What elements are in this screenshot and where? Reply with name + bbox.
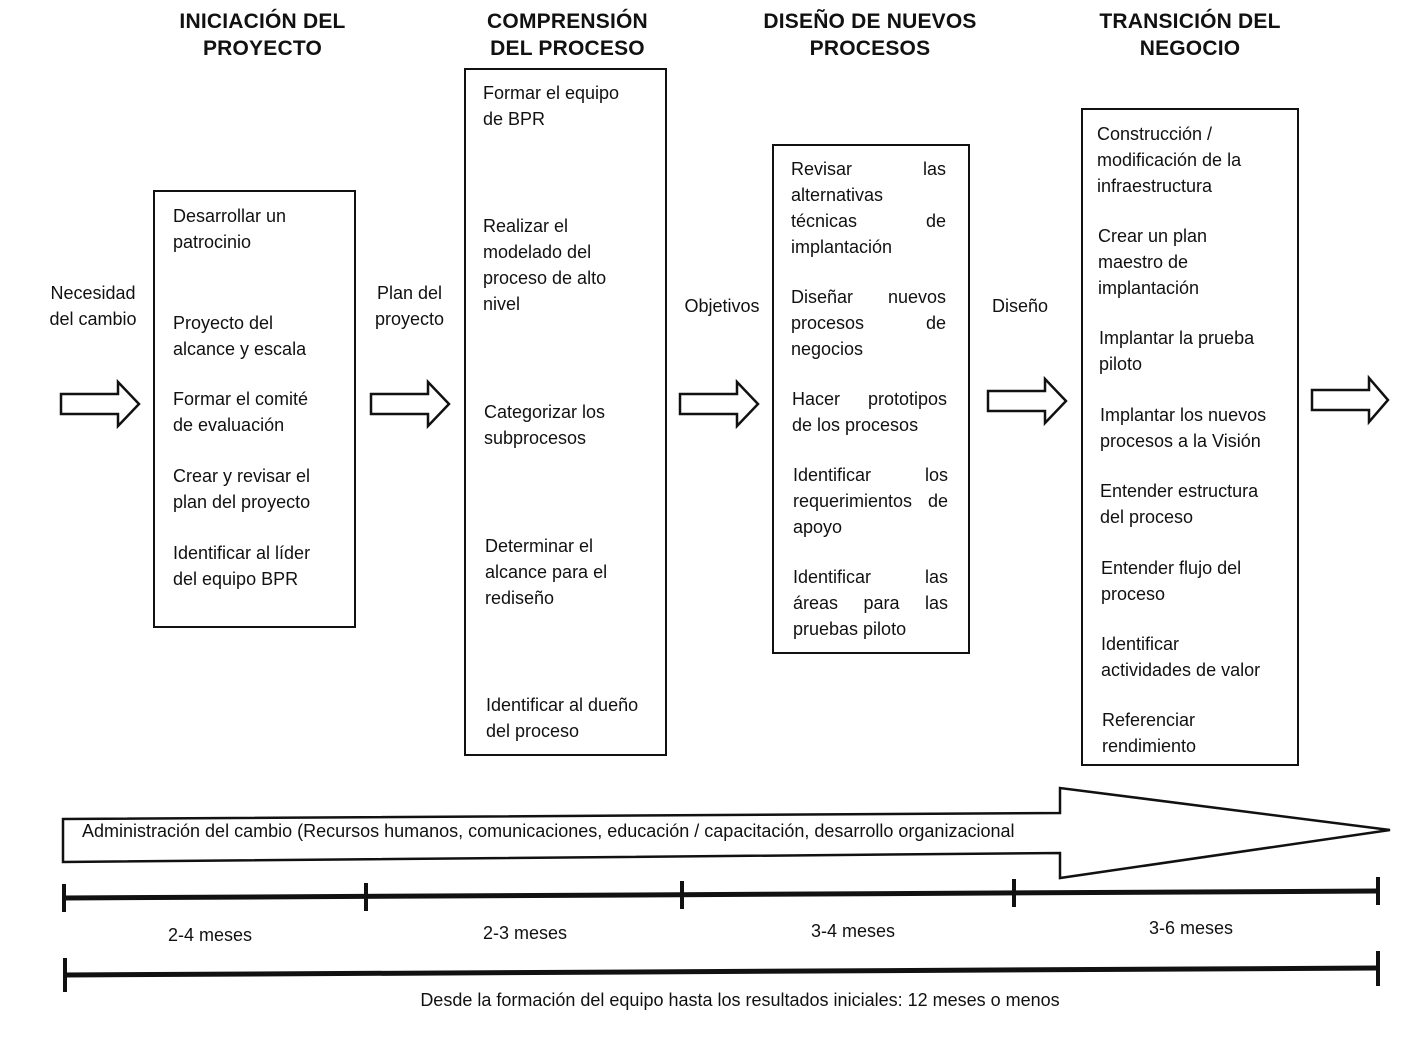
flow-arrow-1 [61, 382, 139, 426]
phase-title-comprension: COMPRENSIÓN DEL PROCESO [487, 10, 648, 60]
diseno-item-last: apoyo [793, 517, 843, 537]
phase-title-transicion: TRANSICIÓN DEL NEGOCIO [1099, 10, 1281, 60]
iniciacion-item: Crear y revisar el plan del proyecto [173, 466, 311, 512]
transicion-item: Entender estructura del proceso [1100, 481, 1259, 527]
transicion-item: Identificar actividades de valor [1101, 634, 1261, 680]
flow-arrow-3 [680, 382, 758, 426]
diseno-item-lead: Hacer prototipos [792, 389, 947, 409]
transicion-item: Crear un plan maestro de implantación [1098, 226, 1208, 298]
iniciacion-item: Formar el comité de evaluación [173, 389, 309, 435]
comprension-item: Identificar al dueño del proceso [486, 695, 639, 741]
transicion-item: Construcción / modificación de la infraestructura [1097, 124, 1242, 196]
phase-title-diseno: DISEÑO DE NUEVOS PROCESOS [763, 10, 977, 60]
total-timeline-line [65, 968, 1378, 975]
transicion-item: Implantar la prueba piloto [1099, 328, 1255, 374]
transicion-item: Entender flujo del proceso [1101, 558, 1242, 604]
duration-label: 3-6 meses [1148, 918, 1234, 938]
comprension-item: Categorizar los subprocesos [484, 402, 606, 448]
duration-label: 3-4 meses [810, 921, 896, 941]
input-label-plan: Plan del proyecto [374, 283, 445, 329]
change-management-label: Administración del cambio (Recursos humanos, comunicaciones, educación / capacitación, desarrollo organizacional [82, 821, 1015, 841]
input-label-objetivos: Objetivos [684, 296, 760, 316]
comprension-item: Formar el equipo de BPR [483, 83, 620, 129]
phase-title-iniciacion: INICIACIÓN DEL PROYECTO [179, 10, 346, 60]
diseno-item-last: pruebas piloto [793, 619, 907, 639]
comprension-item: Realizar el modelado del proceso de alto nivel [483, 216, 607, 314]
diseno-item-lead: Revisar las alternativas técnicas de [791, 159, 946, 231]
comprension-item: Determinar el alcance para el rediseño [485, 536, 608, 608]
diseno-item-lead: Diseñar nuevos procesos de [791, 287, 946, 333]
duration-timeline-line [64, 891, 1378, 898]
flow-arrow-4 [988, 379, 1066, 423]
flow-arrow-5 [1312, 378, 1388, 422]
diseno-item-last: negocios [791, 339, 864, 359]
iniciacion-item: Proyecto del alcance y escala [173, 313, 307, 359]
diseno-item-lead: Identificar los requerimientos de [793, 465, 948, 511]
total-duration-label: Desde la formación del equipo hasta los resultados iniciales: 12 meses o menos [420, 990, 1060, 1010]
transicion-item: Referenciar rendimiento [1102, 710, 1197, 756]
transicion-item: Implantar los nuevos procesos a la Visión [1100, 405, 1267, 451]
diseno-item-last: implantación [791, 237, 893, 257]
diseno-item-last: de los procesos [792, 415, 919, 435]
input-label-diseno: Diseño [991, 296, 1049, 316]
flow-arrow-2 [371, 382, 449, 426]
input-label-necesidad: Necesidad del cambio [49, 283, 137, 329]
iniciacion-item: Identificar al líder del equipo BPR [173, 543, 311, 589]
iniciacion-item: Desarrollar un patrocinio [173, 206, 287, 252]
diseno-item-lead: Identificar las áreas para las [793, 567, 948, 613]
duration-label: 2-3 meses [482, 923, 568, 943]
duration-label: 2-4 meses [167, 925, 253, 945]
